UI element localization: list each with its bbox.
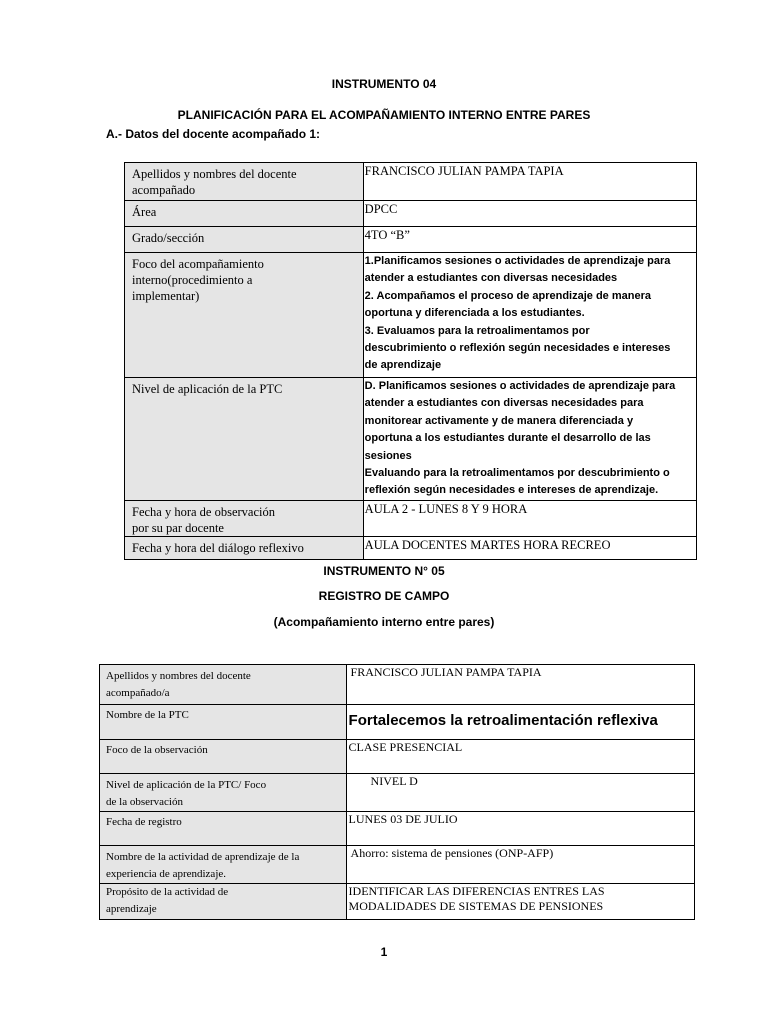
row-label: Nivel de aplicación de la PTC (125, 378, 364, 501)
instrument-05-title: INSTRUMENTO N° 05 (323, 564, 445, 578)
row-value: LUNES 03 DE JULIO (346, 812, 694, 846)
row-label: Nombre de la actividad de aprendizaje de la experiencia de aprendizaje. (100, 846, 347, 884)
row-value: FRANCISCO JULIAN PAMPA TAPIA (363, 163, 696, 201)
table-row (125, 201, 697, 227)
row-label: Apellidos y nombres del docente acompañado (125, 163, 364, 201)
field-record-title: REGISTRO DE CAMPO (318, 589, 450, 603)
row-label: Fecha y hora de observación por su par docente (125, 501, 364, 537)
row-value: IDENTIFICAR LAS DIFERENCIAS ENTRES LAS MODALIDADES DE SISTEMAS DE PENSIONES (346, 884, 694, 920)
row-label: Grado/sección (125, 227, 364, 253)
table-row (125, 253, 697, 378)
row-label: Área (125, 201, 364, 227)
table-row (100, 740, 695, 774)
table-row (125, 227, 697, 253)
row-value: FRANCISCO JULIAN PAMPA TAPIA (346, 665, 694, 705)
row-label: Nombre de la PTC (100, 705, 347, 740)
table-row (100, 846, 695, 884)
table-row (125, 501, 697, 537)
page-number: 1 (380, 945, 388, 959)
row-value: 4TO “B” (363, 227, 696, 253)
row-value: Ahorro: sistema de pensiones (ONP-AFP) (346, 846, 694, 884)
row-value: NIVEL D (346, 774, 694, 812)
row-value: 1.Planificamos sesiones o actividades de aprendizaje para atender a estudiantes con diversas necesidades 2. Acompañamos el proceso de aprendizaje de manera oportuna y diferenciada a los estudiantes. 3. Evaluamos para la retroalimentamos por descubrimiento o reflexión según necesidades e intereses de aprendizaje (363, 253, 696, 378)
row-value: AULA 2 - LUNES 8 Y 9 HORA (363, 501, 696, 537)
field-record-note: (Acompañamiento interno entre pares) (273, 615, 495, 629)
field-record-table (99, 664, 695, 920)
row-label: Foco del acompañamiento interno(procedimiento a implementar) (125, 253, 364, 378)
row-label: Propósito de la actividad de aprendizaje (100, 884, 347, 920)
planning-subtitle: PLANIFICACIÓN PARA EL ACOMPAÑAMIENTO INTERNO ENTRE PARES (177, 108, 591, 122)
table-row (100, 665, 695, 705)
row-value: AULA DOCENTES MARTES HORA RECREO (363, 537, 696, 560)
row-value: DPCC (363, 201, 696, 227)
ptc-name-value: Fortalecemos la retroalimentación reflexiva (346, 705, 694, 740)
row-value: CLASE PRESENCIAL (346, 740, 694, 774)
section-a-heading: A.- Datos del docente acompañado 1: (106, 127, 321, 141)
row-value: D. Planificamos sesiones o actividades de aprendizaje para atender a estudiantes con diversas necesidades para monitorear activamente y de manera diferenciada y oportuna a los estudiantes durante el desarrollo de las sesiones Evaluando para la retroalimentamos por descubrimiento o reflexión según necesidades e intereses de aprendizaje. (363, 378, 696, 501)
row-label: Apellidos y nombres del docente acompañado/a (100, 665, 347, 705)
table-row (125, 378, 697, 501)
table-row (125, 163, 697, 201)
row-label: Fecha de registro (100, 812, 347, 846)
table-row (100, 884, 695, 920)
table-row (125, 537, 697, 560)
table-row (100, 774, 695, 812)
row-label: Nivel de aplicación de la PTC/ Foco de la observación (100, 774, 347, 812)
instrument-04-title: INSTRUMENTO 04 (331, 77, 437, 91)
table-row (100, 812, 695, 846)
teacher-data-table (124, 162, 697, 560)
row-label: Fecha y hora del diálogo reflexivo (125, 537, 364, 560)
table-row (100, 705, 695, 740)
row-label: Foco de la observación (100, 740, 347, 774)
